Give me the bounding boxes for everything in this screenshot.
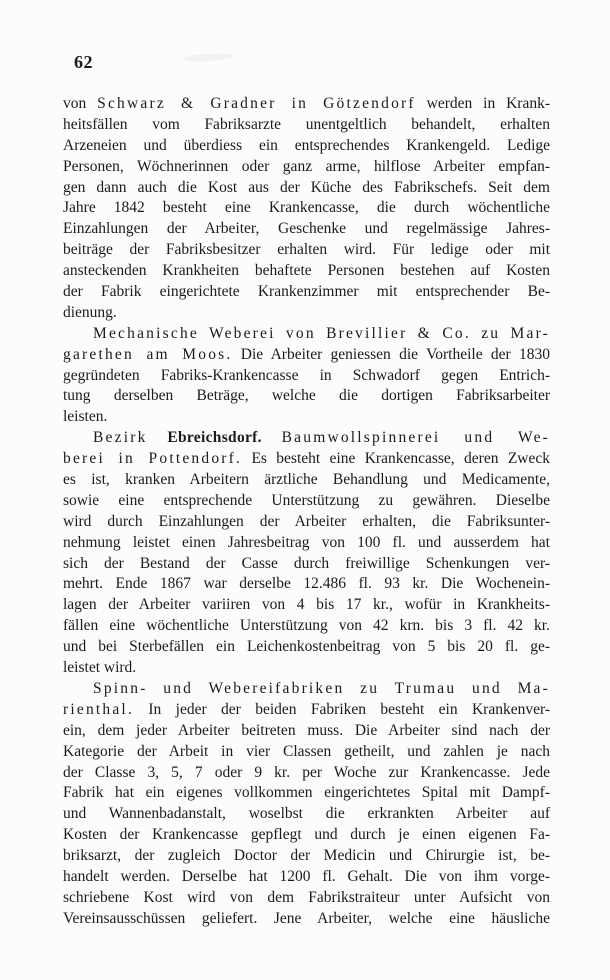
text-line (63, 804, 550, 825)
text-line (63, 491, 550, 512)
text-segment: es ist, kranken Arbeitern ärztliche Behandlung und Medicamente, (63, 471, 550, 489)
text-segment: gen dann auch die Kost aus der Küche des Fabrikschefs. Seit dem (63, 178, 550, 196)
text-line (63, 554, 550, 575)
text-line (63, 763, 550, 784)
text-line (63, 449, 550, 470)
text-line (63, 282, 550, 303)
text-line (63, 909, 550, 930)
text-segment: gegründeten Fabriks-Krankencasse in Schwadorf gegen Entrich- (63, 366, 550, 384)
text-line (63, 303, 550, 324)
text-line (63, 533, 550, 554)
text-line (63, 700, 550, 721)
text-line (63, 679, 550, 700)
text-line (63, 407, 550, 428)
text-line (63, 595, 550, 616)
text-segment: Die Arbeiter geniessen die Vortheile der 1830 (232, 345, 550, 363)
text-line (63, 261, 550, 282)
text-line (63, 658, 550, 679)
text-line (63, 637, 550, 658)
text-line (63, 157, 550, 178)
text-line (63, 470, 550, 491)
text-line (63, 867, 550, 888)
text-segment: wird durch Einzahlungen der Arbeiter erhalten, die Fabriksunter- (63, 512, 550, 530)
page-number: 62 (74, 52, 93, 72)
text-segment: ein, dem jeder Arbeiter beitreten muss. Die Arbeiter sind nach der (63, 721, 550, 739)
scan-smudge (182, 53, 234, 63)
text-segment: handelt werden. Derselbe hat 1200 fl. Gehalt. Die von ihm vorge- (63, 867, 550, 885)
text-line (63, 825, 550, 846)
text-segment: der Fabrik eingerichtete Krankenzimmer mit entsprechender Be- (63, 283, 550, 301)
text-segment: Arzeneien und überdiess ein entsprechendes Krankengeld. Ledige (63, 136, 550, 154)
text-line (63, 616, 550, 637)
text-line (63, 345, 550, 366)
text-segment: Schwarz & Gradner in Götzendorf (97, 95, 416, 112)
text-segment: leisten. (63, 408, 108, 426)
text-line (63, 219, 550, 240)
text-line (63, 94, 550, 115)
text-segment: Personen, Wöchnerinnen oder ganz arme, hilflose Arbeiter empfan- (63, 157, 550, 175)
text-line (63, 428, 550, 449)
text-line (63, 888, 550, 909)
text-line (63, 136, 550, 157)
text-line (63, 721, 550, 742)
text-line (63, 574, 550, 595)
text-segment: rienthal. (63, 700, 135, 718)
text-segment: dienung. (63, 303, 117, 321)
text-segment: fällen eine wöchentliche Unterstützung von 42 krn. bis 3 fl. 42 kr. (63, 617, 550, 635)
text-segment: Es besteht eine Krankencasse, deren Zweck (242, 450, 550, 468)
text-segment: heitsfällen vom Fabriksarzte unentgeltlich behandelt, erhalten (63, 115, 550, 133)
text-line (63, 178, 550, 199)
text-segment: sowie eine entsprechende Unterstützung zu gewähren. Dieselbe (63, 491, 550, 509)
text-segment: mehrt. Ende 1867 war derselbe 12.486 fl. 93 kr. Die Wochenein- (63, 575, 550, 593)
text-segment: sich der Bestand der Casse durch freiwillige Schenkungen ver- (63, 554, 550, 572)
text-segment: schriebene Kost wird von dem Fabrikstraiteur unter Aufsicht von (63, 888, 550, 906)
text-segment: Kosten der Krankencasse gepflegt und durch je einen eigenen Fa- (63, 826, 550, 844)
text-segment: Spinn- und Webereifabriken zu Trumau und Ma- (93, 679, 550, 697)
text-segment: Fabrik hat ein eigenes vollkommen eingerichtetes Spital mit Dampf- (63, 784, 550, 802)
text-segment: Mechanische Weberei von Brevillier & Co. zu Mar- (93, 324, 550, 342)
text-line (63, 115, 550, 136)
text-block (63, 94, 550, 930)
text-segment: briksarzt, der zugleich Doctor der Medicin und Chirurgie ist, be- (63, 847, 550, 865)
text-segment: beiträge der Fabriksbesitzer erhalten wird. Für ledige oder mit (63, 241, 550, 259)
text-segment: der Classe 3, 5, 7 oder 9 kr. per Woche zur Krankencasse. Jede (63, 763, 550, 781)
text-segment: werden in Krank- (415, 95, 550, 112)
text-line (63, 366, 550, 387)
text-line (63, 324, 550, 345)
text-segment (148, 429, 168, 446)
text-segment: und Wannenbadanstalt, woselbst die erkrankten Arbeiter auf (63, 805, 550, 823)
text-segment: nehmung leistet einen Jahresbeitrag von 100 fl. und ausserdem hat (63, 533, 550, 551)
text-segment: Jahre 1842 besteht eine Krankencasse, die durch wöchentliche (63, 199, 550, 217)
text-segment: tung derselben Beträge, welche die dortigen Fabriksarbeiter (63, 387, 550, 405)
text-line (63, 783, 550, 804)
text-segment: und bei Sterbefällen ein Leichenkostenbeitrag von 5 bis 20 fl. ge- (63, 638, 550, 656)
text-segment: ansteckenden Krankheiten behaftete Personen bestehen auf Kosten (63, 262, 550, 280)
text-line (63, 846, 550, 867)
text-segment: Vereinsausschüssen geliefert. Jene Arbeiter, welche eine häusliche (63, 909, 550, 927)
text-segment: Baumwollspinnerei und We- (281, 429, 550, 447)
text-segment: Einzahlungen der Arbeiter, Geschenke und regelmässige Jahres- (63, 220, 550, 238)
text-segment: Ebreichsdorf. (167, 429, 262, 447)
text-segment: Kategorie der Arbeit in vier Classen getheilt, und zahlen je nach (63, 742, 550, 760)
text-line (63, 198, 550, 219)
text-line (63, 742, 550, 763)
text-segment: berei in Pottendorf. (63, 450, 243, 468)
text-segment: Bezirk (93, 429, 148, 447)
text-segment: von (63, 95, 98, 112)
text-segment: leistet wird. (63, 659, 137, 677)
text-segment: In jeder der beiden Fabriken besteht ein Krankenver- (134, 700, 550, 718)
text-line (63, 512, 550, 533)
text-segment (262, 429, 282, 446)
text-segment: garethen am Moos. (63, 345, 233, 363)
text-line (63, 386, 550, 407)
text-line (63, 240, 550, 261)
text-segment: lagen der Arbeiter variiren von 4 bis 17 kr., wofür in Krankheits- (63, 596, 550, 614)
